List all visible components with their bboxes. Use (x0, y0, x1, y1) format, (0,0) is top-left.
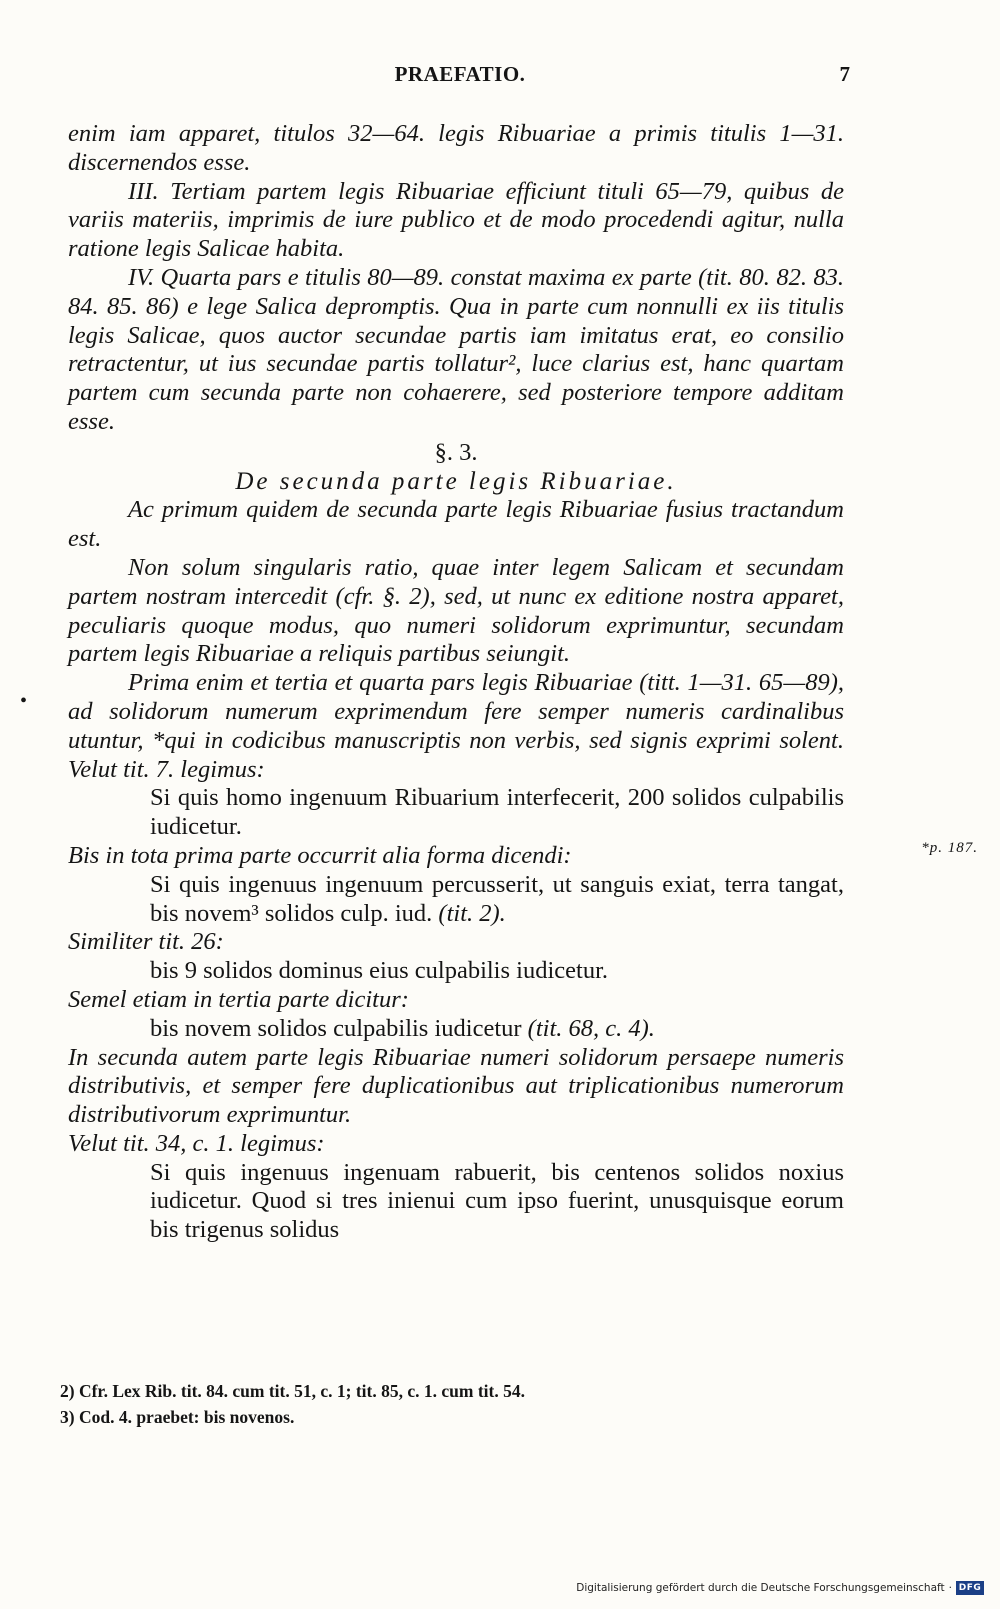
margin-dot: • (20, 690, 28, 712)
paragraph: enim iam apparet, titulos 32—64. legis Ribuariae a primis titulis 1—31. discernendos esse. (68, 120, 844, 176)
paragraph: Velut tit. 34, c. 1. legimus: (68, 1129, 325, 1157)
page-number: 7 (839, 62, 850, 86)
footnote: 2) Cfr. Lex Rib. tit. 84. cum tit. 51, c. 1; tit. 85, c. 1. cum tit. 54. (60, 1381, 525, 1401)
paragraph: III. Tertiam partem legis Ribuariae efficiunt tituli 65—79, quibus de variis materiis, imprimis de iure publico et de modo procedendi agitur, nulla ratione legis Salicae habita. (68, 177, 844, 263)
quotation: Si quis homo ingenuum Ribuarium interfecerit, 200 solidos culpabilis iudicetur. (150, 784, 844, 841)
quotation-reference: (tit. 68, c. 4). (527, 1014, 655, 1042)
page-header (70, 58, 850, 94)
quotation (150, 1015, 844, 1044)
margin-page-reference: *p. 187. (921, 840, 978, 856)
paragraph: In secunda autem parte legis Ribuariae numeri solidorum persaepe numeris distributivis, et semper fere duplicationibus aut triplicationibus numerorum distributivorum exprimuntur. (68, 1043, 844, 1129)
footnote: 3) Cod. 4. praebet: bis novenos. (60, 1407, 295, 1427)
quotation: Si quis ingenuus ingenuam rabuerit, bis centenos solidos noxius iudicetur. Quod si tres inienui cum ipso fuerint, unusquisque eorum bis trigenus solidus (150, 1158, 844, 1244)
footnotes (60, 1378, 850, 1430)
section-title: De secunda parte legis Ribuariae. (235, 467, 677, 495)
paragraph: Similiter tit. 26: (68, 928, 224, 956)
quotation-text: bis novem solidos culpabilis iudicetur (150, 1014, 522, 1042)
quotation: bis 9 solidos dominus eius culpabilis iudicetur. (150, 957, 608, 985)
dfg-logo: DFG (956, 1581, 984, 1595)
paragraph: Ac primum quidem de secunda parte legis Ribuariae fusius tractandum est. (68, 496, 844, 553)
paragraph: Prima enim et tertia et quarta pars legis Ribuariae (titt. 1—31. 65—89), ad solidorum numerum exprimendum fere semper numeris cardinalibus utuntur, *qui in codicibus manuscriptis non verbis, sed signis exprimi solent. Velut tit. 7. legimus: (68, 669, 844, 783)
section-number: §. 3. (434, 438, 478, 466)
credit-text: Digitalisierung gefördert durch die Deutsche Forschungsgemeinschaft (576, 1582, 945, 1594)
main-text (68, 120, 844, 1245)
quotation (150, 871, 844, 929)
paragraph: Bis in tota prima parte occurrit alia forma dicendi: (68, 841, 572, 869)
digitization-credit: Digitalisierung gefördert durch die Deutsche Forschungsgemeinschaft · DFG (576, 1581, 984, 1595)
quotation-reference: (tit. 2). (438, 899, 506, 927)
paragraph: IV. Quarta pars e titulis 80—89. constat maxima ex parte (tit. 80. 82. 83. 84. 85. 86) e lege Salica depromptis. Qua in parte cum nonnulli ex iis titulis legis Salicae, quos auctor secundae partis iam imitatus erat, eo consilio retractentur, ut ius secundae partis tollatur², luce clarius est, hanc quartam partem cum secunda parte non cohaerere, sed posteriore tempore additam esse. (68, 263, 844, 435)
running-title: PRAEFATIO. (394, 62, 526, 86)
paragraph: Non solum singularis ratio, quae inter legem Salicam et secundam partem nostram intercedit (cfr. §. 2), sed, ut nunc ex editione nostra apparet, peculiaris quoque modus, quo numeri solidorum exprimuntur, secundam partem legis Ribuariae a reliquis partibus seiungit. (68, 553, 844, 668)
quotation-text: Si quis ingenuus ingenuum percusserit, ut sanguis exiat, terra tangat, bis novem³ solidos culp. iud. (150, 870, 844, 927)
paragraph: Semel etiam in tertia parte dicitur: (68, 985, 409, 1013)
